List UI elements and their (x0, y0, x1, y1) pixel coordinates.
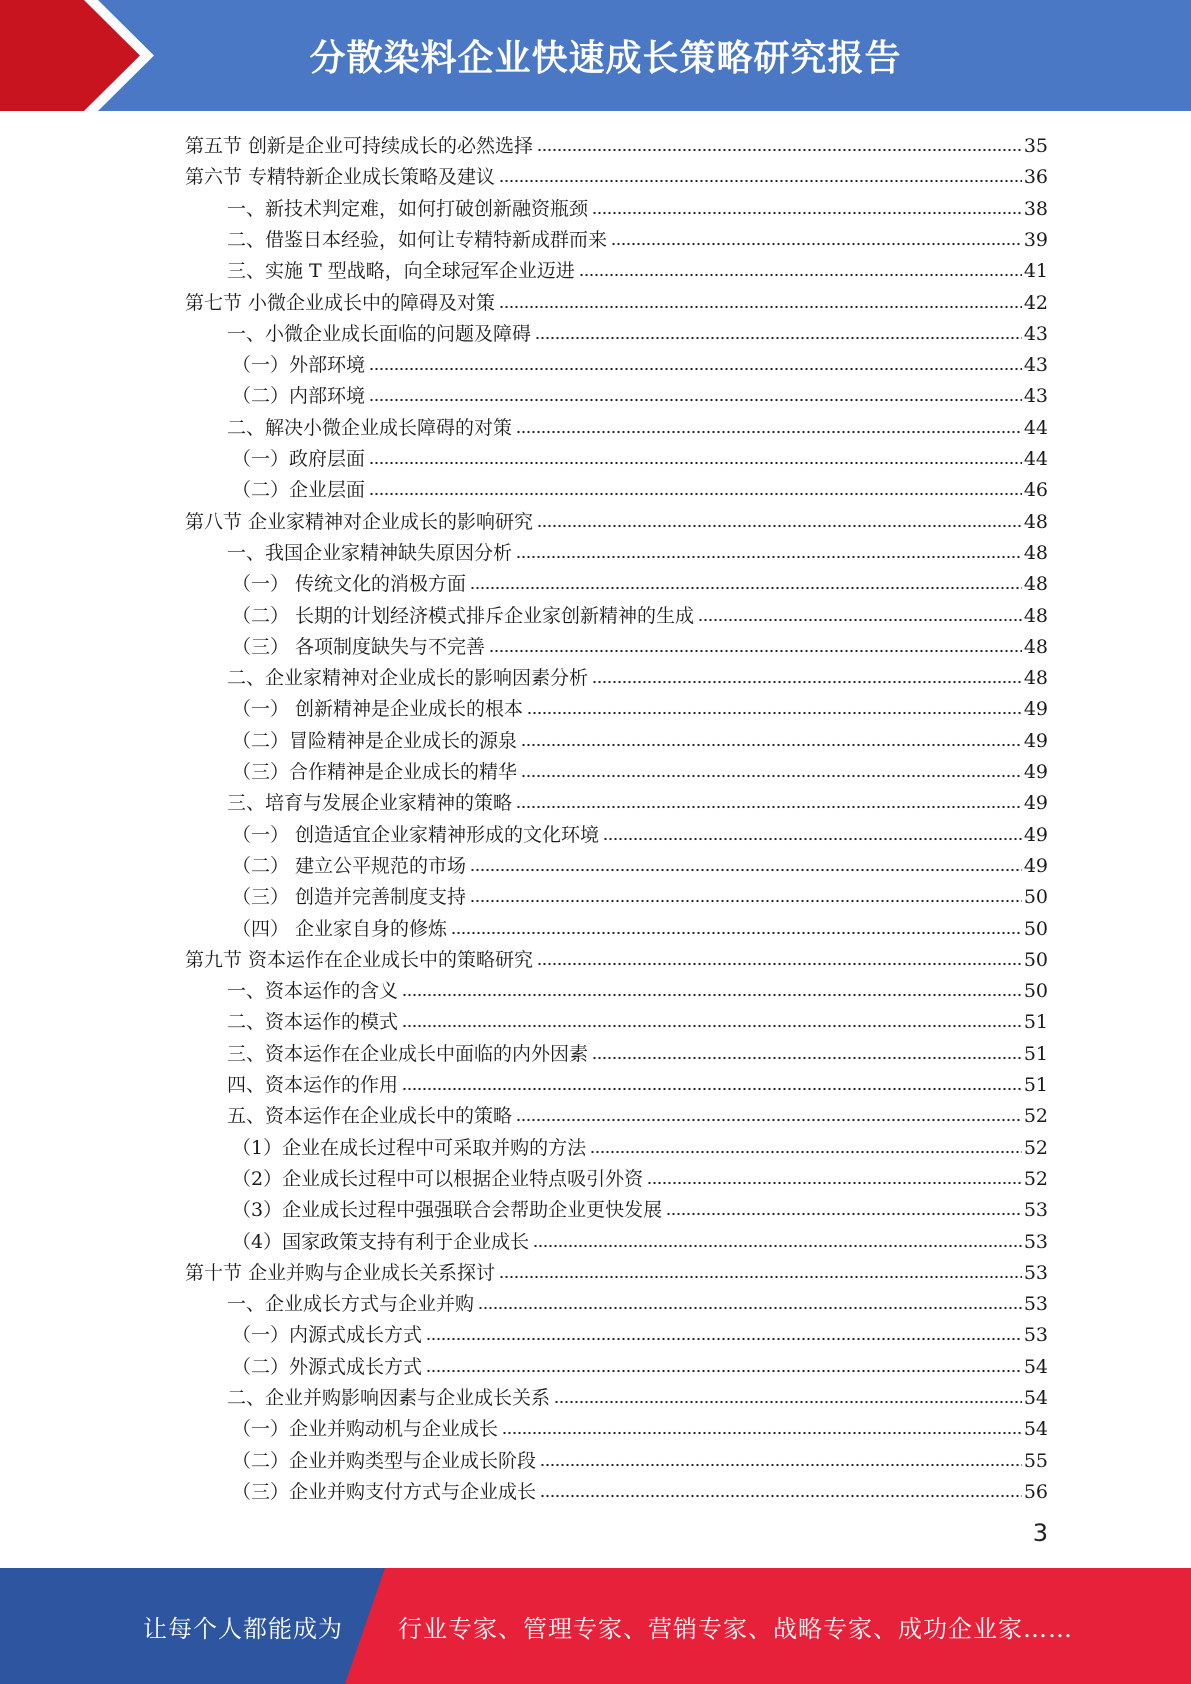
toc-entry[interactable] (232, 754, 1048, 784)
toc-entry-page: 36 (1023, 166, 1048, 189)
toc-entry[interactable] (232, 566, 1048, 596)
toc-entry[interactable] (185, 504, 1048, 534)
toc-entry-page: 54 (1023, 1418, 1048, 1441)
toc-entry[interactable] (227, 253, 1048, 283)
toc-entry-page: 41 (1023, 260, 1048, 283)
toc-entry[interactable] (232, 1224, 1048, 1254)
toc-entry-label: （一） 传统文化的消极方面 (232, 573, 467, 596)
toc-entry-label: （三）合作精神是企业成长的精华 (232, 761, 518, 783)
toc-entry-label: （二）冒险精神是企业成长的源泉 (232, 729, 518, 752)
toc-entry[interactable] (185, 942, 1048, 972)
toc-entry[interactable] (227, 1286, 1048, 1316)
toc-entry-page: 48 (1023, 541, 1048, 564)
toc-dot-leader (470, 585, 1022, 591)
toc-entry-page: 53 (1023, 1324, 1048, 1347)
toc-entry-label: （4）国家政策支持有利于企业成长 (232, 1230, 530, 1253)
toc-dot-leader (579, 272, 1022, 278)
toc-dot-leader (603, 836, 1022, 842)
toc-dot-leader (540, 1462, 1022, 1468)
toc-entry-page: 48 (1023, 573, 1048, 596)
toc-entry-page: 46 (1023, 479, 1048, 502)
toc-dot-leader (516, 804, 1022, 810)
toc-dot-leader (402, 1023, 1022, 1029)
toc-entry-page: 50 (1023, 948, 1048, 971)
toc-entry[interactable] (185, 159, 1048, 189)
toc-entry-page: 53 (1023, 1293, 1048, 1316)
toc-dot-leader (533, 1243, 1022, 1249)
toc-entry[interactable] (232, 1474, 1048, 1504)
toc-entry-page: 50 (1023, 980, 1048, 1003)
toc-dot-leader (540, 1493, 1022, 1499)
toc-entry-page: 48 (1023, 510, 1048, 533)
toc-entry[interactable] (232, 848, 1048, 878)
toc-entry[interactable] (227, 973, 1048, 1003)
toc-entry-label: （二）内部环境 (232, 385, 366, 408)
toc-entry-label: 一、小微企业成长面临的问题及障碍 (227, 322, 532, 345)
report-title: 分散染料企业快速成长策略研究报告 (309, 38, 902, 79)
toc-entry-label: （3）企业成长过程中强强联合会帮助企业更快发展 (232, 1199, 663, 1222)
toc-dot-leader (470, 898, 1022, 904)
toc-entry[interactable] (232, 598, 1048, 628)
toc-entry-page: 55 (1023, 1449, 1048, 1472)
toc-entry-page: 53 (1023, 1199, 1048, 1222)
toc-entry-label: 一、资本运作的含义 (227, 980, 399, 1003)
toc-entry[interactable] (185, 285, 1048, 315)
toc-dot-leader (402, 992, 1022, 998)
toc-dot-leader (666, 1211, 1022, 1217)
toc-dot-leader (516, 429, 1022, 435)
toc-entry-label: （三）企业并购支付方式与企业成长 (232, 1480, 537, 1503)
toc-entry[interactable] (227, 785, 1048, 815)
toc-entry-label: 二、解决小微企业成长障碍的对策 (227, 416, 513, 439)
toc-entry-label: 第六节 专精特新企业成长策略及建议 (185, 166, 496, 189)
toc-entry-label: （二） 建立公平规范的市场 (232, 854, 467, 877)
toc-entry[interactable] (232, 347, 1048, 377)
toc-dot-leader (698, 617, 1022, 623)
toc-dot-leader (499, 178, 1022, 184)
toc-entry-label: （二）企业层面 (232, 479, 366, 502)
toc-entry-label: 二、资本运作的模式 (227, 1011, 399, 1034)
toc-entry-page: 48 (1023, 635, 1048, 658)
toc-entry[interactable] (227, 1380, 1048, 1410)
toc-entry[interactable] (227, 660, 1048, 690)
toc-entry[interactable] (232, 1443, 1048, 1473)
toc-dot-leader (502, 1430, 1022, 1436)
toc-entry-page: 52 (1023, 1136, 1048, 1159)
toc-entry-page: 43 (1023, 322, 1048, 345)
toc-dot-leader (592, 679, 1022, 685)
toc-entry[interactable] (232, 1411, 1048, 1441)
toc-entry-label: （一） 创造适宜企业家精神形成的文化环境 (232, 823, 600, 846)
toc-entry-page: 54 (1023, 1355, 1048, 1378)
toc-entry[interactable] (227, 535, 1048, 565)
toc-entry[interactable] (227, 410, 1048, 440)
toc-entry[interactable] (232, 1130, 1048, 1160)
toc-entry[interactable] (232, 1349, 1048, 1379)
toc-dot-leader (611, 241, 1022, 247)
toc-dot-leader (369, 397, 1022, 403)
footer-slogan-right: 行业专家、管理专家、营销专家、战略专家、成功企业家…… (398, 1614, 1073, 1643)
toc-entry[interactable] (232, 629, 1048, 659)
toc-entry-label: （三） 各项制度缺失与不完善 (232, 635, 486, 658)
toc-entry[interactable] (232, 1161, 1048, 1191)
toc-entry[interactable] (232, 879, 1048, 909)
toc-entry-page: 49 (1023, 854, 1048, 877)
toc-entry-label: （一）企业并购动机与企业成长 (232, 1418, 499, 1441)
toc-entry-label: 一、新技术判定难，如何打破创新融资瓶颈 (227, 197, 589, 220)
toc-dot-leader (592, 1055, 1022, 1061)
toc-dot-leader (647, 1180, 1022, 1186)
toc-entry-page: 56 (1023, 1480, 1048, 1503)
toc-dot-leader (426, 1336, 1022, 1342)
toc-entry[interactable] (232, 911, 1048, 941)
toc-entry[interactable] (232, 817, 1048, 847)
toc-entry-label: 第五节 创新是企业可持续成长的必然选择 (185, 135, 534, 157)
toc-dot-leader (499, 304, 1022, 310)
toc-entry-page: 49 (1023, 729, 1048, 752)
toc-entry-page: 38 (1023, 197, 1048, 220)
toc-entry-label: （2）企业成长过程中可以根据企业特点吸引外资 (232, 1167, 644, 1190)
toc-entry[interactable] (227, 222, 1048, 252)
toc-dot-leader (451, 930, 1022, 936)
toc-entry-page: 54 (1023, 1387, 1048, 1409)
toc-entry-page: 49 (1023, 761, 1048, 783)
toc-entry-label: 第十节 企业并购与企业成长关系探讨 (185, 1261, 496, 1284)
toc-dot-leader (554, 1399, 1022, 1405)
toc-entry-label: 四、资本运作的作用 (227, 1074, 399, 1096)
toc-entry[interactable] (227, 316, 1048, 346)
toc-entry-label: （四） 企业家自身的修炼 (232, 917, 448, 940)
toc-entry[interactable] (232, 1317, 1048, 1347)
toc-dot-leader (489, 648, 1022, 654)
toc-entry-page: 43 (1023, 385, 1048, 408)
toc-entry-page: 50 (1023, 886, 1048, 909)
toc-entry[interactable] (185, 1255, 1048, 1285)
toc-entry-page: 49 (1023, 823, 1048, 846)
toc-dot-leader (369, 460, 1022, 466)
toc-entry-label: （一）内源式成长方式 (232, 1324, 423, 1347)
footer-slogan-left: 让每个人都能成为 (143, 1614, 343, 1643)
toc-dot-leader (470, 867, 1022, 873)
toc-dot-leader (499, 1274, 1022, 1280)
toc-entry[interactable] (232, 691, 1048, 721)
toc-entry[interactable] (227, 1004, 1048, 1034)
toc-entry-label: 二、借鉴日本经验，如何让专精特新成群而来 (227, 228, 608, 251)
toc-entry-page: 51 (1023, 1074, 1048, 1096)
page-number: 3 (1032, 1519, 1048, 1547)
toc-dot-leader (521, 742, 1022, 748)
toc-entry-page: 51 (1023, 1042, 1048, 1065)
toc-entry-label: （二） 长期的计划经济模式排斥企业家创新精神的生成 (232, 604, 695, 627)
toc-entry[interactable] (227, 1098, 1048, 1128)
toc-entry-label: （一） 创新精神是企业成长的根本 (232, 698, 524, 721)
toc-entry-label: 三、实施 T 型战略，向全球冠军企业迈进 (227, 260, 575, 283)
toc-entry-page: 50 (1023, 917, 1048, 940)
toc-entry-label: 二、企业家精神对企业成长的影响因素分析 (227, 667, 589, 690)
toc-entry-page: 52 (1023, 1105, 1048, 1128)
toc-entry-label: 二、企业并购影响因素与企业成长关系 (227, 1387, 551, 1409)
toc-dot-leader (590, 1149, 1022, 1155)
toc-entry-page: 43 (1023, 354, 1048, 377)
toc-entry-page: 44 (1023, 416, 1048, 439)
toc-entry-page: 44 (1023, 448, 1048, 470)
toc-dot-leader (535, 335, 1022, 341)
toc-entry-page: 35 (1023, 135, 1048, 157)
toc-dot-leader (537, 961, 1022, 967)
toc-entry-label: 三、资本运作在企业成长中面临的内外因素 (227, 1042, 589, 1065)
toc-dot-leader (402, 1086, 1022, 1092)
toc-dot-leader (537, 523, 1022, 529)
page-header (0, 0, 1191, 111)
toc-dot-leader (516, 554, 1022, 560)
toc-entry-page: 48 (1023, 604, 1048, 627)
toc-entry[interactable] (227, 1036, 1048, 1066)
toc-entry[interactable] (232, 1192, 1048, 1222)
toc-entry-label: 第九节 资本运作在企业成长中的策略研究 (185, 948, 534, 971)
toc-dot-leader (426, 1368, 1022, 1374)
toc-entry-page: 52 (1023, 1167, 1048, 1190)
toc-entry-page: 53 (1023, 1230, 1048, 1253)
toc-entry[interactable] (232, 723, 1048, 753)
toc-entry-page: 51 (1023, 1011, 1048, 1034)
toc-entry-page: 39 (1023, 228, 1048, 251)
toc-entry-label: 五、资本运作在企业成长中的策略 (227, 1105, 513, 1128)
toc-dot-leader (527, 710, 1022, 716)
toc-entry[interactable] (227, 191, 1048, 221)
toc-dot-leader (369, 491, 1022, 497)
toc-entry[interactable] (185, 128, 1048, 158)
toc-dot-leader (516, 1117, 1022, 1123)
toc-dot-leader (592, 210, 1022, 216)
toc-entry-label: 第七节 小微企业成长中的障碍及对策 (185, 291, 496, 314)
toc-entry[interactable] (227, 1067, 1048, 1097)
toc-entry-label: 一、企业成长方式与企业并购 (227, 1293, 475, 1316)
toc-entry-page: 53 (1023, 1261, 1048, 1284)
toc-entry-label: 三、培育与发展企业家精神的策略 (227, 792, 513, 815)
toc-entry-label: 一、我国企业家精神缺失原因分析 (227, 541, 513, 564)
toc-entry-page: 49 (1023, 698, 1048, 721)
toc-dot-leader (521, 773, 1022, 779)
toc-entry-label: 第八节 企业家精神对企业成长的影响研究 (185, 510, 534, 533)
toc-entry[interactable] (232, 441, 1048, 471)
toc-entry-label: （二）外源式成长方式 (232, 1355, 423, 1378)
toc-entry-label: （1）企业在成长过程中可采取并购的方法 (232, 1136, 587, 1159)
toc-entry-label: （三） 创造并完善制度支持 (232, 886, 467, 909)
toc-dot-leader (369, 366, 1022, 372)
toc-entry-page: 48 (1023, 667, 1048, 690)
toc-entry[interactable] (232, 378, 1048, 408)
toc-dot-leader (537, 147, 1022, 153)
toc-entry-label: （一）政府层面 (232, 448, 366, 470)
toc-entry-page: 42 (1023, 291, 1048, 314)
page-footer (0, 1568, 1191, 1684)
toc-entry[interactable] (232, 472, 1048, 502)
toc-entry-label: （一）外部环境 (232, 354, 366, 377)
toc-entry-label: （二）企业并购类型与企业成长阶段 (232, 1449, 537, 1472)
toc-entry-page: 49 (1023, 792, 1048, 815)
toc-dot-leader (478, 1305, 1022, 1311)
